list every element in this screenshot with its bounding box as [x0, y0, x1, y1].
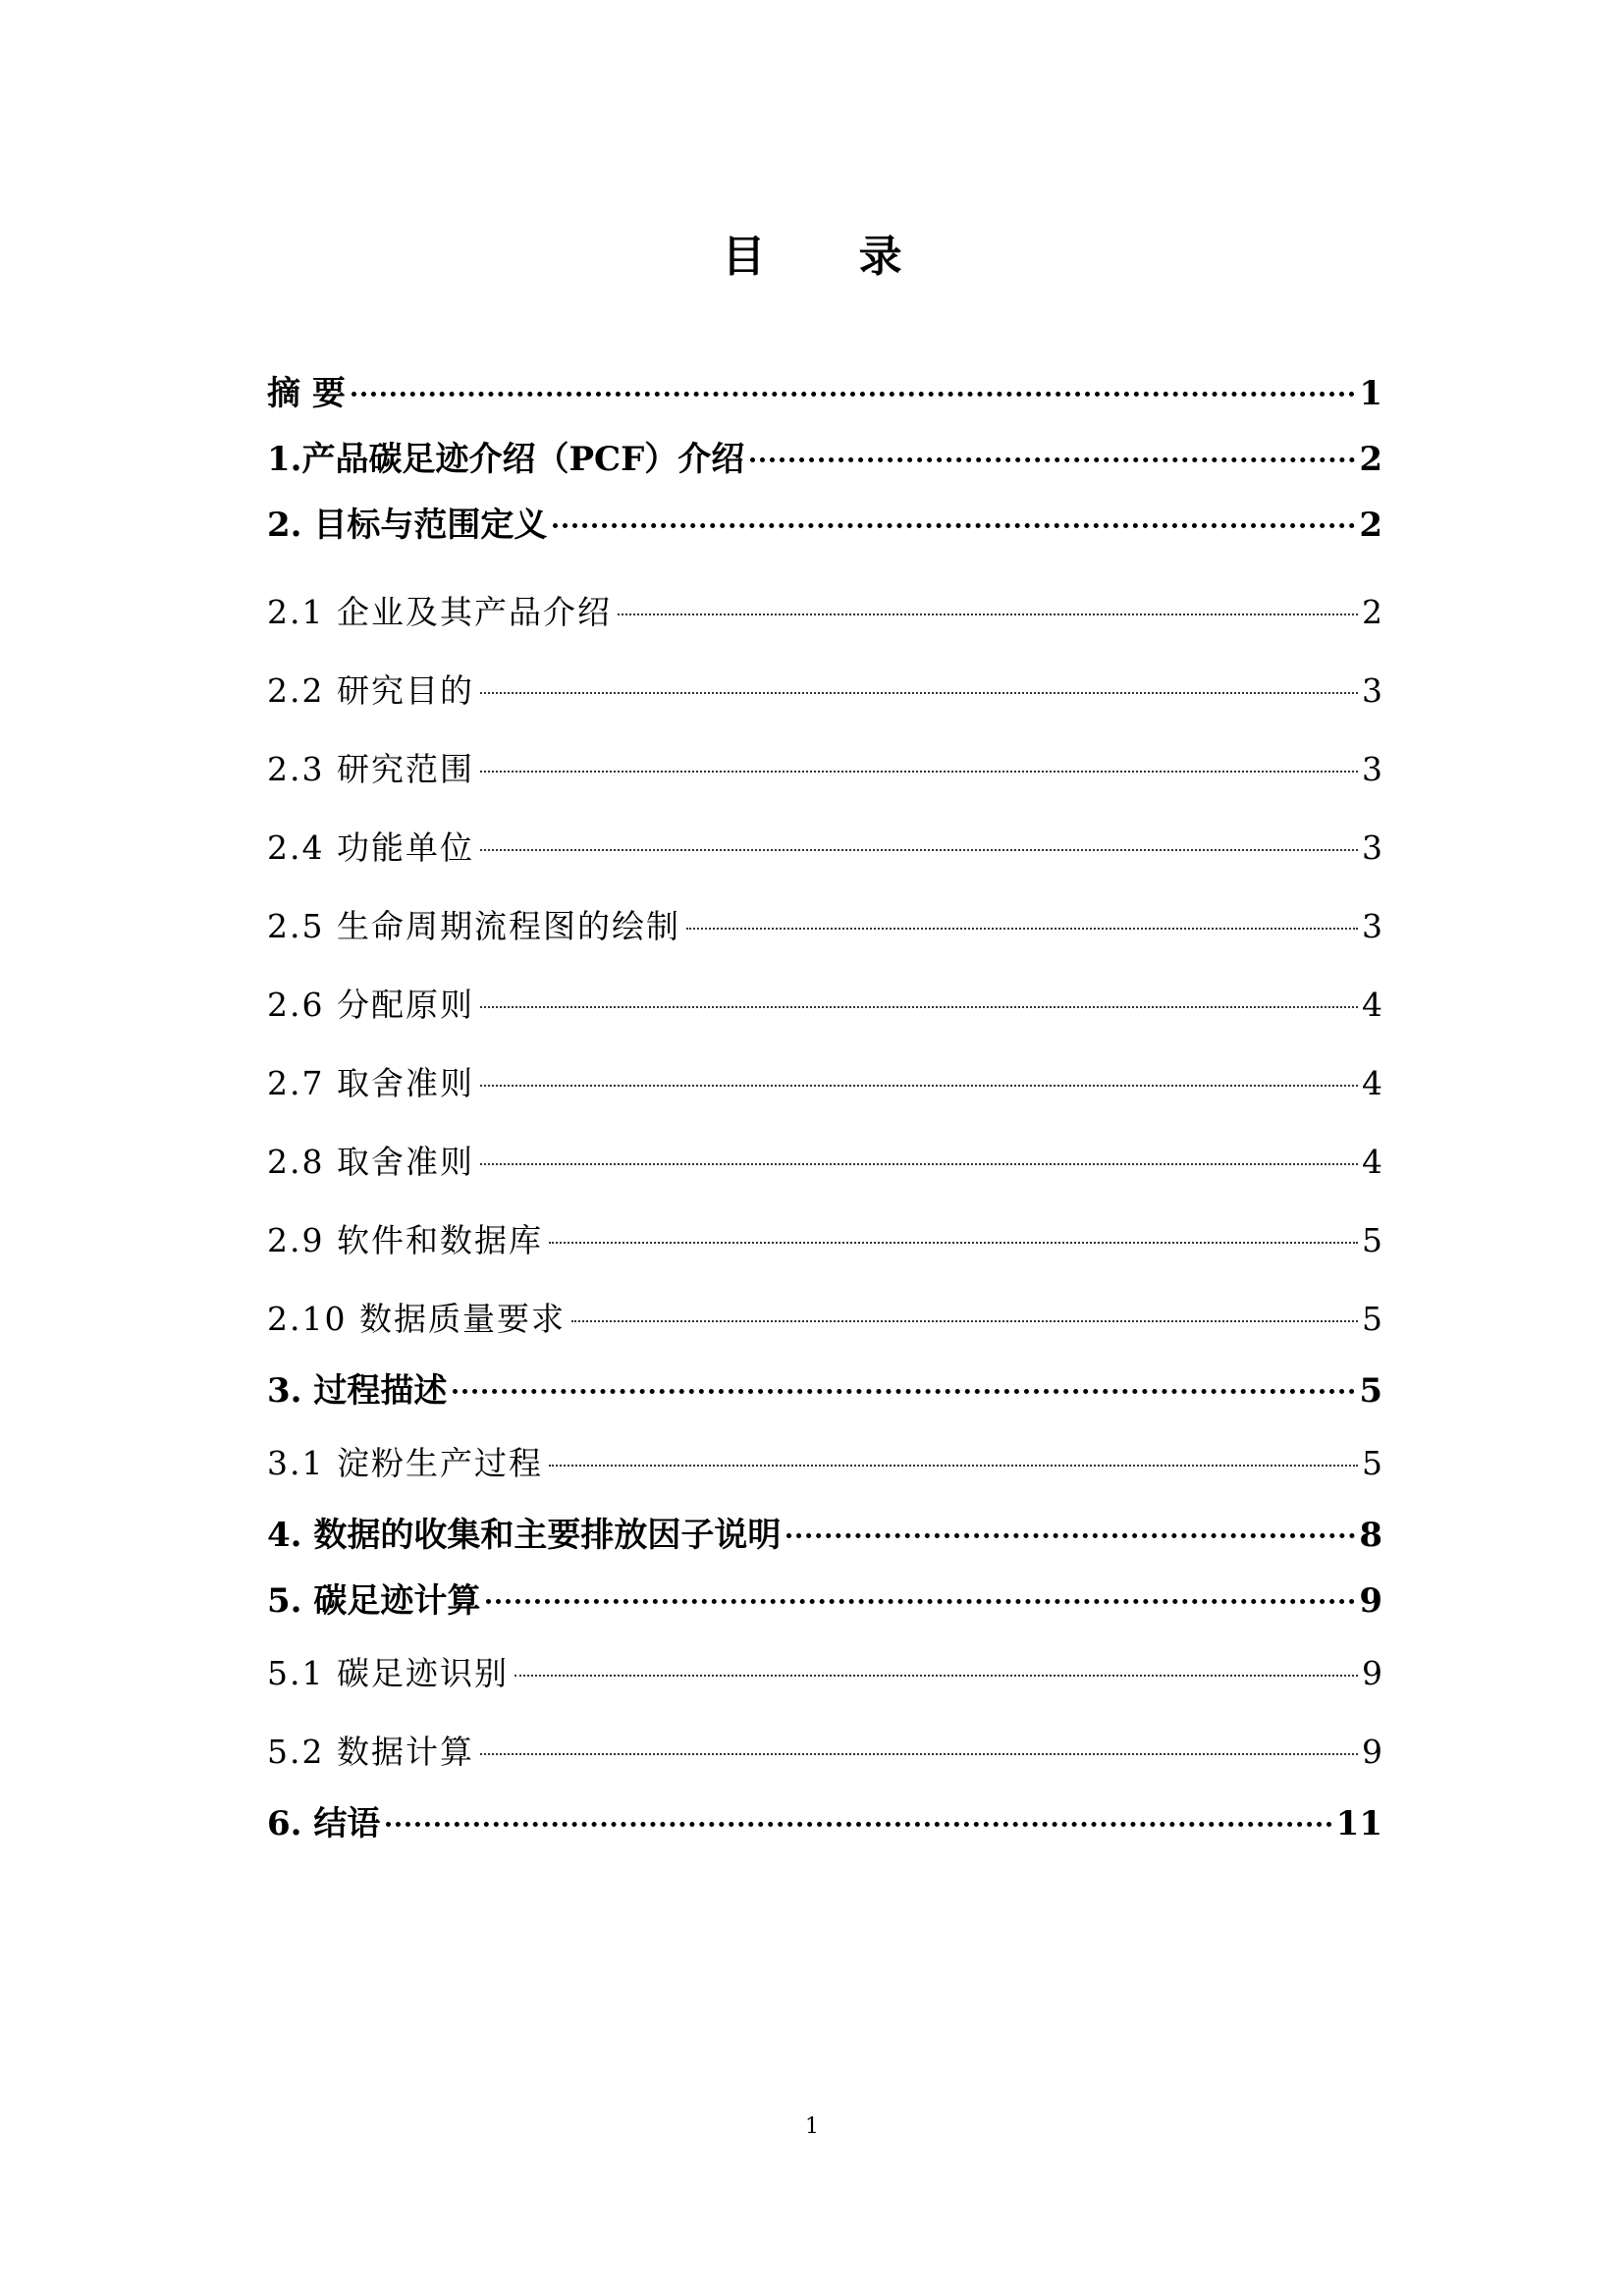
toc-entry-page: 5 — [1362, 1444, 1382, 1482]
toc-entry-page: 3 — [1362, 907, 1382, 945]
toc-leader-dots — [352, 358, 1355, 397]
toc-leader-dots — [549, 1209, 1358, 1244]
page-number: 1 — [805, 2114, 819, 2139]
toc-entry-page: 1 — [1359, 374, 1382, 413]
toc-entry-page: 3 — [1362, 828, 1382, 867]
toc-entry-5-2[interactable] — [267, 1713, 1382, 1791]
toc-entry-page: 2 — [1362, 593, 1382, 631]
toc-title: 目 录 — [722, 232, 942, 282]
toc-entry-label: 2.7 取舍准则 — [267, 1064, 474, 1102]
toc-leader-dots — [618, 581, 1358, 615]
toc-entry-4[interactable] — [267, 1503, 1382, 1569]
toc-entry-page: 4 — [1362, 1064, 1382, 1102]
toc-entry-2-6[interactable] — [267, 966, 1382, 1044]
toc-entry-2-2[interactable] — [267, 652, 1382, 730]
toc-entry-5-1[interactable] — [267, 1634, 1382, 1713]
toc-entry-2-4[interactable] — [267, 809, 1382, 887]
toc-leader-dots — [480, 817, 1358, 851]
toc-entry-label: 2.10 数据质量要求 — [267, 1300, 566, 1338]
toc-entry-page: 4 — [1362, 986, 1382, 1024]
toc-entry-label: 2.1 企业及其产品介绍 — [267, 593, 612, 631]
toc-list — [267, 361, 1382, 1857]
toc-entry-label: 2.6 分配原则 — [267, 986, 474, 1024]
toc-leader-dots — [480, 1131, 1358, 1165]
toc-entry-page: 4 — [1362, 1143, 1382, 1181]
toc-entry-6[interactable] — [267, 1791, 1382, 1857]
toc-entry-abstract[interactable] — [267, 361, 1382, 427]
toc-leader-dots — [486, 1566, 1355, 1604]
toc-entry-page: 5 — [1359, 1371, 1382, 1411]
toc-entry-label: 2. 目标与范围定义 — [267, 506, 548, 545]
toc-entry-label: 5.1 碳足迹识别 — [267, 1654, 509, 1692]
toc-entry-page: 3 — [1362, 671, 1382, 710]
toc-entry-label: 3.1 淀粉生产过程 — [267, 1444, 543, 1482]
toc-entry-label: 5.2 数据计算 — [267, 1733, 474, 1771]
toc-leader-dots — [786, 1500, 1355, 1538]
toc-entry-3[interactable] — [267, 1359, 1382, 1424]
toc-entry-label: 摘 要 — [267, 374, 346, 413]
toc-entry-label: 5. 碳足迹计算 — [267, 1581, 481, 1621]
toc-entry-label: 3. 过程描述 — [267, 1371, 448, 1411]
toc-leader-dots — [453, 1356, 1355, 1394]
toc-entry-2-7[interactable] — [267, 1044, 1382, 1123]
toc-leader-dots — [549, 1432, 1358, 1467]
toc-entry-page: 11 — [1335, 1804, 1382, 1843]
toc-leader-dots — [480, 1721, 1358, 1755]
toc-leader-dots — [480, 1052, 1358, 1087]
toc-entry-5[interactable] — [267, 1569, 1382, 1634]
toc-entry-2-1[interactable] — [267, 573, 1382, 652]
toc-entry-label: 1.产品碳足迹介绍（PCF）介绍 — [267, 440, 745, 479]
toc-entry-label: 2.9 软件和数据库 — [267, 1221, 543, 1259]
toc-entry-2-9[interactable] — [267, 1201, 1382, 1280]
toc-entry-page: 9 — [1359, 1581, 1382, 1621]
toc-entry-2-8[interactable] — [267, 1123, 1382, 1201]
toc-entry-page: 3 — [1362, 750, 1382, 788]
toc-leader-dots — [571, 1288, 1358, 1322]
toc-entry-label: 2.4 功能单位 — [267, 828, 474, 867]
toc-entry-page: 2 — [1359, 506, 1382, 545]
toc-leader-dots — [686, 895, 1358, 930]
toc-entry-page: 9 — [1362, 1733, 1382, 1771]
toc-entry-page: 9 — [1362, 1654, 1382, 1692]
toc-leader-dots — [514, 1642, 1358, 1677]
toc-entry-label: 2.5 生命周期流程图的绘制 — [267, 907, 680, 945]
toc-entry-label: 4. 数据的收集和主要排放因子说明 — [267, 1516, 782, 1555]
toc-leader-dots — [480, 738, 1358, 773]
toc-entry-label: 2.2 研究目的 — [267, 671, 474, 710]
toc-leader-dots — [750, 424, 1355, 462]
toc-entry-page: 2 — [1359, 440, 1382, 479]
toc-entry-2-10[interactable] — [267, 1280, 1382, 1359]
toc-leader-dots — [553, 490, 1355, 528]
toc-entry-label: 2.3 研究范围 — [267, 750, 474, 788]
toc-entry-page: 5 — [1362, 1300, 1382, 1338]
toc-entry-page: 5 — [1362, 1221, 1382, 1259]
toc-entry-3-1[interactable] — [267, 1424, 1382, 1503]
toc-entry-2[interactable] — [267, 493, 1382, 573]
toc-entry-label: 2.8 取舍准则 — [267, 1143, 474, 1181]
toc-entry-2-5[interactable] — [267, 887, 1382, 966]
toc-entry-label: 6. 结语 — [267, 1804, 381, 1843]
toc-entry-page: 8 — [1359, 1516, 1382, 1555]
toc-leader-dots — [386, 1789, 1331, 1827]
toc-leader-dots — [480, 660, 1358, 694]
toc-entry-1[interactable] — [267, 427, 1382, 493]
toc-entry-2-3[interactable] — [267, 730, 1382, 809]
toc-leader-dots — [480, 974, 1358, 1008]
